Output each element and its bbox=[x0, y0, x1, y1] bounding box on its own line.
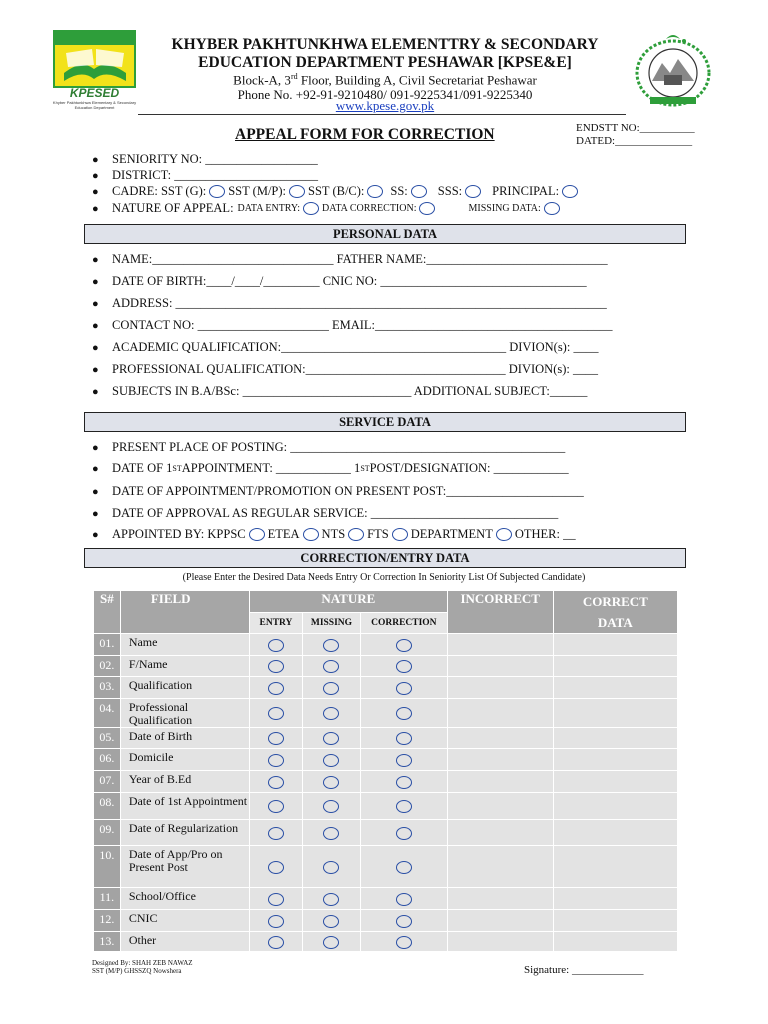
cadre-opt-label: PRINCIPAL: bbox=[492, 184, 560, 198]
designed-by bbox=[92, 959, 193, 975]
row-missing-cell bbox=[303, 699, 361, 728]
row-number: 09. bbox=[94, 820, 121, 846]
table-row bbox=[94, 634, 678, 656]
table-row bbox=[94, 771, 678, 793]
bullet-icon: ● bbox=[92, 341, 99, 354]
col-correction: CORRECTION bbox=[360, 612, 447, 634]
bullet-icon: ● bbox=[92, 319, 99, 332]
row-number: 07. bbox=[94, 771, 121, 793]
nature-opt-label: DATA ENTRY: bbox=[237, 203, 300, 214]
bullet-icon: ● bbox=[92, 528, 99, 541]
entry-radio[interactable] bbox=[268, 936, 284, 949]
row-field-name: Domicile bbox=[120, 749, 249, 771]
row-correct-input[interactable] bbox=[553, 728, 677, 749]
correction-table bbox=[93, 590, 678, 952]
row-correct-input[interactable] bbox=[553, 932, 677, 952]
designer-post: SST (M/P) GHSSZQ Nowshera bbox=[92, 967, 182, 975]
entry-radio[interactable] bbox=[268, 893, 284, 906]
row-incorrect-input[interactable] bbox=[447, 820, 553, 846]
bullet-icon: ● bbox=[92, 169, 99, 182]
row-missing-cell bbox=[303, 910, 361, 932]
address-sup: rd bbox=[290, 72, 298, 81]
row-correct-input[interactable] bbox=[553, 846, 677, 888]
field-label: CONTACT NO: _____________________ EMAIL:______________________________________ bbox=[112, 318, 613, 332]
field-label: ADDRESS: _____________________________________________________________________ bbox=[112, 296, 607, 310]
opt-label: ETEA bbox=[267, 527, 300, 541]
missing-radio[interactable] bbox=[323, 827, 339, 840]
header-divider bbox=[138, 114, 626, 115]
posting-field[interactable] bbox=[92, 440, 565, 455]
opt-label: DEPARTMENT bbox=[410, 527, 493, 541]
bullet-icon: ● bbox=[92, 441, 99, 454]
row-field-name: School/Office bbox=[120, 888, 249, 910]
row-correct-input[interactable] bbox=[553, 749, 677, 771]
field-label: POST/DESIGNATION: ____________ bbox=[369, 461, 569, 475]
row-entry-cell bbox=[249, 910, 302, 932]
logo-text: KPESED bbox=[69, 86, 120, 100]
bullet-icon: ● bbox=[92, 297, 99, 310]
row-missing-cell bbox=[303, 656, 361, 677]
row-entry-cell bbox=[249, 846, 302, 888]
dated-field[interactable]: DATED:______________ bbox=[576, 135, 693, 147]
row-entry-cell bbox=[249, 771, 302, 793]
table-row bbox=[94, 699, 678, 728]
row-incorrect-input[interactable] bbox=[447, 910, 553, 932]
entry-radio[interactable] bbox=[268, 861, 284, 874]
bullet-icon: ● bbox=[92, 485, 99, 498]
missing-radio[interactable] bbox=[323, 800, 339, 813]
cadre-opt-label: SS: bbox=[390, 184, 408, 198]
field-label: PRESENT PLACE OF POSTING: ____________________________________________ bbox=[112, 440, 566, 454]
cadre-ss-radio[interactable] bbox=[411, 185, 427, 198]
row-missing-cell bbox=[303, 793, 361, 820]
nature-field bbox=[92, 201, 563, 216]
row-entry-cell bbox=[249, 932, 302, 952]
row-entry-cell bbox=[249, 656, 302, 677]
row-missing-cell bbox=[303, 846, 361, 888]
nature-missing-data-radio[interactable] bbox=[544, 202, 560, 215]
table-row bbox=[94, 728, 678, 749]
cadre-opt-label: SST (M/P): bbox=[228, 184, 287, 198]
subjects-field[interactable] bbox=[92, 384, 587, 399]
cadre-opt-label: SSS: bbox=[437, 184, 463, 198]
contact-field[interactable] bbox=[92, 318, 613, 333]
missing-radio[interactable] bbox=[323, 707, 339, 720]
field-label: DATE OF APPOINTMENT/PROMOTION ON PRESENT POST:______________________ bbox=[112, 484, 584, 498]
title-line-1: KHYBER PAKHTUNKHWA ELEMENTTRY & SECONDARY bbox=[171, 36, 599, 53]
district-label: DISTRICT: _______________________ bbox=[112, 168, 318, 182]
department-title bbox=[138, 36, 632, 72]
service-data-heading: SERVICE DATA bbox=[84, 412, 686, 432]
row-entry-cell bbox=[249, 634, 302, 656]
opt-label: OTHER: __ bbox=[514, 527, 576, 541]
sup: ST bbox=[360, 464, 370, 473]
row-incorrect-input[interactable] bbox=[447, 888, 553, 910]
signature-field[interactable]: Signature: _____________ bbox=[524, 964, 644, 976]
field-label: DATE OF BIRTH:____/____/_________ CNIC NO: _________________________________ bbox=[112, 274, 587, 288]
table-row bbox=[94, 749, 678, 771]
nature-data-entry-radio[interactable] bbox=[303, 202, 319, 215]
row-correction-cell bbox=[360, 634, 447, 656]
appointed-by-field bbox=[92, 527, 576, 542]
table-row bbox=[94, 677, 678, 699]
entry-radio[interactable] bbox=[268, 800, 284, 813]
row-field-name: Qualification bbox=[120, 677, 249, 699]
promotion-field[interactable] bbox=[92, 484, 584, 499]
row-correction-cell bbox=[360, 728, 447, 749]
col-correct-label: CORRECT bbox=[582, 594, 648, 609]
row-number: 06. bbox=[94, 749, 121, 771]
row-field-name: Other bbox=[120, 932, 249, 952]
missing-radio[interactable] bbox=[323, 915, 339, 928]
first-appointment-field[interactable] bbox=[92, 461, 569, 476]
row-incorrect-input[interactable] bbox=[447, 677, 553, 699]
row-field-name: Name bbox=[120, 634, 249, 656]
professional-field[interactable] bbox=[92, 362, 598, 377]
row-missing-cell bbox=[303, 749, 361, 771]
entry-radio[interactable] bbox=[268, 682, 284, 695]
regular-field[interactable] bbox=[92, 506, 558, 521]
row-field-name: Date of App/Pro on Present Post bbox=[120, 846, 249, 888]
row-incorrect-input[interactable] bbox=[447, 634, 553, 656]
correction-radio[interactable] bbox=[396, 827, 412, 840]
row-correction-cell bbox=[360, 699, 447, 728]
row-correct-input[interactable] bbox=[553, 634, 677, 656]
dob-field[interactable] bbox=[92, 274, 587, 289]
row-entry-cell bbox=[249, 793, 302, 820]
table-row bbox=[94, 910, 678, 932]
phone-line: Phone No. +92-91-9210480/ 091-9225341/091-9225340 bbox=[237, 87, 533, 103]
appointed-label: APPOINTED BY: KPPSC bbox=[112, 527, 246, 541]
row-missing-cell bbox=[303, 728, 361, 749]
correction-note: (Please Enter the Desired Data Needs Entry Or Correction In Seniority List Of Subjected Candidate) bbox=[182, 572, 586, 583]
bullet-icon: ● bbox=[92, 253, 99, 266]
bullet-icon: ● bbox=[92, 185, 99, 198]
seniority-label: SENIORITY NO: __________________ bbox=[112, 152, 318, 166]
bullet-icon: ● bbox=[92, 202, 99, 215]
row-incorrect-input[interactable] bbox=[447, 771, 553, 793]
correction-radio[interactable] bbox=[396, 682, 412, 695]
website-link[interactable]: www.kpese.gov.pk bbox=[335, 98, 435, 113]
missing-radio[interactable] bbox=[323, 893, 339, 906]
field-label: ACADEMIC QUALIFICATION:____________________________________ DIVION(s): ____ bbox=[112, 340, 599, 354]
seniority-field[interactable] bbox=[92, 152, 318, 167]
row-correction-cell bbox=[360, 846, 447, 888]
nts-radio[interactable] bbox=[348, 528, 364, 541]
row-correction-cell bbox=[360, 677, 447, 699]
col-sn: S# bbox=[94, 591, 121, 634]
cadre-sss-radio[interactable] bbox=[465, 185, 481, 198]
correction-radio[interactable] bbox=[396, 800, 412, 813]
entry-radio[interactable] bbox=[268, 660, 284, 673]
nature-label: NATURE OF APPEAL: bbox=[112, 201, 234, 215]
field-label: APPOINTMENT: ____________ 1 bbox=[181, 461, 361, 475]
field-label: PROFESSIONAL QUALIFICATION:________________________________ DIVION(s): ____ bbox=[112, 362, 598, 376]
table-row bbox=[94, 846, 678, 888]
row-correction-cell bbox=[360, 793, 447, 820]
entry-radio[interactable] bbox=[268, 732, 284, 745]
row-missing-cell bbox=[303, 932, 361, 952]
cadre-principal-radio[interactable] bbox=[562, 185, 578, 198]
entry-radio[interactable] bbox=[268, 827, 284, 840]
bullet-icon: ● bbox=[92, 385, 99, 398]
endstt-block bbox=[576, 122, 695, 148]
table-row bbox=[94, 820, 678, 846]
row-number: 02. bbox=[94, 656, 121, 677]
kpesed-logo bbox=[52, 29, 137, 113]
missing-radio[interactable] bbox=[323, 754, 339, 767]
row-correct-input[interactable] bbox=[553, 888, 677, 910]
endstt-no[interactable]: ENDSTT NO:__________ bbox=[576, 122, 695, 134]
row-field-name: Date of 1st Appointment bbox=[120, 793, 249, 820]
entry-radio[interactable] bbox=[268, 707, 284, 720]
designer-name: Designed By: SHAH ZEB NAWAZ bbox=[92, 959, 193, 967]
col-correct bbox=[553, 591, 677, 634]
form-title: APPEAL FORM FOR CORRECTION bbox=[235, 126, 495, 143]
fts-radio[interactable] bbox=[392, 528, 408, 541]
col-missing: MISSING bbox=[303, 612, 361, 634]
row-correction-cell bbox=[360, 771, 447, 793]
bullet-icon: ● bbox=[92, 153, 99, 166]
name-field[interactable] bbox=[92, 252, 608, 267]
sup: ST bbox=[172, 464, 182, 473]
row-incorrect-input[interactable] bbox=[447, 656, 553, 677]
row-incorrect-input[interactable] bbox=[447, 846, 553, 888]
row-number: 12. bbox=[94, 910, 121, 932]
bullet-icon: ● bbox=[92, 462, 99, 475]
district-field[interactable] bbox=[92, 168, 318, 183]
missing-radio[interactable] bbox=[323, 936, 339, 949]
address-field[interactable] bbox=[92, 296, 607, 311]
row-field-name: F/Name bbox=[120, 656, 249, 677]
row-number: 05. bbox=[94, 728, 121, 749]
row-correct-input[interactable] bbox=[553, 771, 677, 793]
correction-radio[interactable] bbox=[396, 707, 412, 720]
row-incorrect-input[interactable] bbox=[447, 793, 553, 820]
entry-radio[interactable] bbox=[268, 754, 284, 767]
row-correction-cell bbox=[360, 888, 447, 910]
table-row bbox=[94, 793, 678, 820]
correction-radio[interactable] bbox=[396, 893, 412, 906]
col-incorrect: INCORRECT bbox=[447, 591, 553, 634]
missing-radio[interactable] bbox=[323, 682, 339, 695]
row-incorrect-input[interactable] bbox=[447, 749, 553, 771]
opt-label: FTS bbox=[367, 527, 389, 541]
row-number: 08. bbox=[94, 793, 121, 820]
row-missing-cell bbox=[303, 771, 361, 793]
row-field-name: Date of Birth bbox=[120, 728, 249, 749]
row-correction-cell bbox=[360, 820, 447, 846]
bullet-icon: ● bbox=[92, 275, 99, 288]
bullet-icon: ● bbox=[92, 507, 99, 520]
row-number: 10. bbox=[94, 846, 121, 888]
row-correct-input[interactable] bbox=[553, 699, 677, 728]
row-incorrect-input[interactable] bbox=[447, 699, 553, 728]
col-field: FIELD bbox=[120, 591, 249, 634]
row-entry-cell bbox=[249, 749, 302, 771]
row-correct-input[interactable] bbox=[553, 910, 677, 932]
row-field-name: CNIC bbox=[120, 910, 249, 932]
row-number: 11. bbox=[94, 888, 121, 910]
row-entry-cell bbox=[249, 728, 302, 749]
row-correction-cell bbox=[360, 932, 447, 952]
kppsc-radio[interactable] bbox=[249, 528, 265, 541]
address-post: Floor, Building A, Civil Secretariat Peshawar bbox=[297, 72, 537, 88]
row-entry-cell bbox=[249, 888, 302, 910]
row-entry-cell bbox=[249, 820, 302, 846]
field-label: DATE OF 1 bbox=[112, 461, 173, 475]
cadre-opt-label: SST (B/C): bbox=[308, 184, 365, 198]
missing-radio[interactable] bbox=[323, 776, 339, 789]
address-pre: Block-A, 3 bbox=[233, 72, 291, 88]
field-label: DATE OF APPROVAL AS REGULAR SERVICE: ______________________________ bbox=[112, 506, 559, 520]
row-field-name: Date of Regularization bbox=[120, 820, 249, 846]
entry-radio[interactable] bbox=[268, 639, 284, 652]
row-correction-cell bbox=[360, 749, 447, 771]
row-missing-cell bbox=[303, 820, 361, 846]
row-entry-cell bbox=[249, 677, 302, 699]
correction-radio[interactable] bbox=[396, 754, 412, 767]
col-data-label: DATA bbox=[597, 615, 633, 630]
cadre-sst-g-radio[interactable] bbox=[209, 185, 225, 198]
row-number: 01. bbox=[94, 634, 121, 656]
row-field-name: Professional Qualification bbox=[120, 699, 249, 728]
field-label: SUBJECTS IN B.A/BSc: ___________________________ ADDITIONAL SUBJECT:______ bbox=[112, 384, 588, 398]
row-missing-cell bbox=[303, 888, 361, 910]
nature-data-correction-radio[interactable] bbox=[419, 202, 435, 215]
col-nature: NATURE bbox=[249, 591, 447, 613]
field-label: NAME:_____________________________ FATHER NAME:_____________________________ bbox=[112, 252, 608, 266]
cadre-label: CADRE: SST (G): bbox=[112, 184, 207, 198]
bullet-icon: ● bbox=[92, 363, 99, 376]
kp-government-emblem bbox=[630, 33, 716, 111]
row-number: 13. bbox=[94, 932, 121, 952]
row-entry-cell bbox=[249, 699, 302, 728]
etea-radio[interactable] bbox=[303, 528, 319, 541]
cadre-sst-mp-radio[interactable] bbox=[289, 185, 305, 198]
table-row bbox=[94, 656, 678, 677]
title-line-2: EDUCATION DEPARTMENT PESHAWAR [KPSE&E] bbox=[198, 54, 572, 71]
entry-radio[interactable] bbox=[268, 915, 284, 928]
table-row bbox=[94, 888, 678, 910]
row-number: 04. bbox=[94, 699, 121, 728]
correction-radio[interactable] bbox=[396, 660, 412, 673]
missing-radio[interactable] bbox=[323, 660, 339, 673]
missing-radio[interactable] bbox=[323, 861, 339, 874]
correction-radio[interactable] bbox=[396, 915, 412, 928]
correction-radio[interactable] bbox=[396, 732, 412, 745]
row-correct-input[interactable] bbox=[553, 656, 677, 677]
row-correct-input[interactable] bbox=[553, 677, 677, 699]
opt-label: NTS bbox=[321, 527, 346, 541]
row-correction-cell bbox=[360, 656, 447, 677]
correction-radio[interactable] bbox=[396, 639, 412, 652]
table-row bbox=[94, 932, 678, 952]
cadre-sst-bc-radio[interactable] bbox=[367, 185, 383, 198]
correction-radio[interactable] bbox=[396, 861, 412, 874]
address-line bbox=[138, 69, 632, 87]
correction-radio[interactable] bbox=[396, 936, 412, 949]
personal-data-heading: PERSONAL DATA bbox=[84, 224, 686, 244]
entry-radio[interactable] bbox=[268, 776, 284, 789]
missing-radio[interactable] bbox=[323, 732, 339, 745]
row-missing-cell bbox=[303, 677, 361, 699]
correction-data-heading: CORRECTION/ENTRY DATA bbox=[84, 548, 686, 568]
row-incorrect-input[interactable] bbox=[447, 932, 553, 952]
row-missing-cell bbox=[303, 634, 361, 656]
nature-opt-label: MISSING DATA: bbox=[468, 203, 541, 214]
row-correction-cell bbox=[360, 910, 447, 932]
row-correct-input[interactable] bbox=[553, 793, 677, 820]
academic-field[interactable] bbox=[92, 340, 598, 355]
nature-opt-label: DATA CORRECTION: bbox=[322, 203, 417, 214]
logo-caption: Khyber Pakhtunkhwa Elementary & Secondary Education Department bbox=[52, 100, 137, 110]
col-entry: ENTRY bbox=[249, 612, 302, 634]
cadre-field bbox=[92, 184, 581, 199]
row-correct-input[interactable] bbox=[553, 820, 677, 846]
department-radio[interactable] bbox=[496, 528, 512, 541]
correction-radio[interactable] bbox=[396, 776, 412, 789]
row-field-name: Year of B.Ed bbox=[120, 771, 249, 793]
row-incorrect-input[interactable] bbox=[447, 728, 553, 749]
row-number: 03. bbox=[94, 677, 121, 699]
missing-radio[interactable] bbox=[323, 639, 339, 652]
